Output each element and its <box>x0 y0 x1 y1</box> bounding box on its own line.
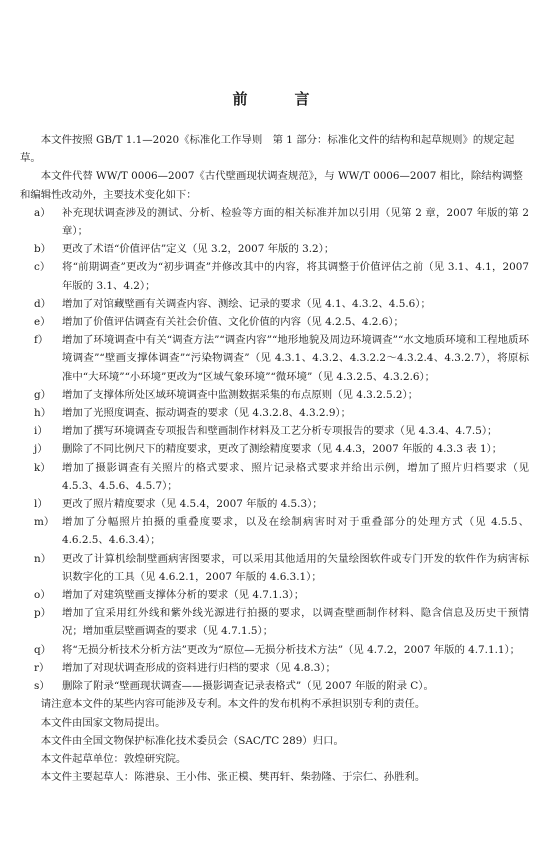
intro-paragraph: 本文件按照 GB/T 1.1—2020《标准化工作导则 第 1 部分：标准化文件的结构和起草规则》的规定起草。 <box>20 134 515 165</box>
list-item-text: 补充现状调查涉及的测试、分析、检验等方面的相关标准并加以引用（见第 2 章，2007 年版的第 2 章）； <box>62 206 529 238</box>
list-item <box>20 604 529 640</box>
list-item-marker: g） <box>34 388 52 401</box>
list-item-marker: d） <box>34 297 52 310</box>
list-item-marker: b） <box>34 243 52 256</box>
list-item-marker: h） <box>34 407 52 420</box>
list-item <box>20 513 529 549</box>
list-item <box>20 240 529 258</box>
list-item-marker: c） <box>34 261 51 274</box>
page-title: 前 言 <box>232 90 326 108</box>
list-item-marker: m） <box>34 516 55 529</box>
intro-paragraph: 本文件代替 WW/T 0006—2007《古代壁画现状调查规范》，与 WW/T 0006—2007 相比，除结构调整和编辑性改动外，主要技术变化如下： <box>20 170 523 201</box>
list-item <box>20 313 529 331</box>
list-item-marker: n） <box>34 552 52 565</box>
list-item-marker: p） <box>34 607 52 620</box>
list-item <box>20 258 529 294</box>
list-item-text: 删除了不同比例尺下的精度要求，更改了测绘精度要求（见 4.4.3，2007 年版的 4.3.3 表 1）； <box>62 443 503 456</box>
list-item <box>20 495 529 513</box>
list-item-marker: j） <box>34 443 48 456</box>
list-item <box>20 422 529 440</box>
list-item-text: 增加了环境调查中有关“调查方法”“调查内容”“地形地貌及周边环境调查”“水文地质环境和工程地质环境调查”“壁画支撑体调查”“污染物调查”（见 4.3.1、4.3.2、4.3.2.2～4.3.2.4、4.3.2.7），将原标准中“大环境”“小环境”更改为“区域气象环境”“微环境”（见 4.3.2.5、4.3.2.6）； <box>62 334 529 383</box>
list-item-marker: a） <box>34 206 51 219</box>
list-item-text: 更改了计算机绘制壁画病害图要求，可以采用其他适用的矢量绘图软件或专门开发的软件作为病害标识数字化的工具（见 4.6.2.1，2007 年版的 4.6.3.1）； <box>62 552 529 583</box>
list-item-marker: s） <box>34 680 50 693</box>
list-item-marker: k） <box>34 461 51 474</box>
list-item <box>20 204 529 240</box>
list-item-text: 增加了对馆藏壁画有关调查内容、测绘、记录的要求（见 4.1、4.3.2、4.5.6）； <box>62 297 431 310</box>
list-item-text: 增加了宜采用红外线和紫外线光源进行拍摄的要求，以调查壁画制作材料、隐含信息及历史干预情况；增加重层壁画调查的要求（见 4.7.1.5）； <box>62 607 529 638</box>
closing-paragraph: 本文件主要起草人：陈港泉、王小伟、张正模、樊再轩、柴勃隆、于宗仁、孙胜利。 <box>40 771 426 784</box>
list-item-text: 将“无损分析技术分析方法”更改为“原位—无损分析技术方法”（见 4.7.2，2007 年版的 4.7.1.1）； <box>62 643 521 656</box>
list-item-text: 增加了光照度调查、振动调查的要求（见 4.3.2.8、4.3.2.9）； <box>62 407 352 420</box>
list-item-text: 增加了对现状调查形成的资料进行归档的要求（见 4.8.3）； <box>62 661 336 674</box>
closing-paragraph: 本文件起草单位：敦煌研究院。 <box>40 752 187 765</box>
list-item-marker: i） <box>34 425 48 438</box>
list-item-marker: o） <box>34 589 51 602</box>
list-item-text: 删除了附录“壁画现状调查——摄影调查记录表格式”（见 2007 年版的附录 C）。 <box>62 680 434 693</box>
list-item-marker: q） <box>34 643 52 656</box>
list-item-text: 更改了术语“价值评估”定义（见 3.2，2007 年版的 3.2）； <box>62 243 335 256</box>
list-item <box>20 659 529 677</box>
closing-paragraph: 本文件由全国文物保护标准化技术委员会（SAC/TC 289）归口。 <box>40 734 344 747</box>
list-item <box>20 677 529 695</box>
list-item <box>20 641 529 659</box>
list-item-text: 增加了支撑体所处区域环境调查中监测数据采集的布点原则（见 4.3.2.5.2）； <box>62 388 419 401</box>
list-item-text: 将“前期调查”更改为“初步调查”并修改其中的内容，将其调整于价值评估之前（见 3.1、4.1，2007 年版的 3.1、4.2）； <box>62 261 529 292</box>
list-item <box>20 295 529 313</box>
list-item-marker: r） <box>34 661 50 674</box>
list-item <box>20 586 529 604</box>
list-item <box>20 550 529 586</box>
list-item-marker: f） <box>34 334 49 347</box>
list-item <box>20 440 529 458</box>
list-item-text: 增加了分幅照片拍摄的重叠度要求，以及在绘制病害时对于重叠部分的处理方式（见 4.5.5、4.6.2.5、4.6.3.4）； <box>62 516 529 547</box>
list-item-text: 增加了摄影调查有关照片的格式要求、照片记录格式要求并给出示例，增加了照片归档要求（见 4.5.3、4.5.6、4.5.7）； <box>62 461 529 492</box>
list-item <box>20 386 529 404</box>
list-item <box>20 331 529 386</box>
closing-paragraph: 请注意本文件的某些内容可能涉及专利。本文件的发布机构不承担识别专利的责任。 <box>40 698 426 711</box>
list-item-marker: l） <box>34 498 48 511</box>
list-item-marker: e） <box>34 316 51 329</box>
list-item-text: 增加了对建筑壁画支撑体分析的要求（见 4.7.1.3）； <box>62 589 305 602</box>
closing-paragraph: 本文件由国家文物局提出。 <box>40 716 166 729</box>
list-item-text: 更改了照片精度要求（见 4.5.4，2007 年版的 4.5.3）； <box>62 498 323 511</box>
foreword-body <box>20 131 529 786</box>
change-list <box>20 204 529 695</box>
list-item <box>20 404 529 422</box>
list-item-text: 增加了撰写环境调查专项报告和壁画制作材料及工艺分析专项报告的要求（见 4.3.4、4.7.5）； <box>62 425 498 438</box>
list-item-text: 增加了价值评估调查有关社会价值、文化价值的内容（见 4.2.5、4.2.6）； <box>62 316 404 329</box>
list-item <box>20 459 529 495</box>
